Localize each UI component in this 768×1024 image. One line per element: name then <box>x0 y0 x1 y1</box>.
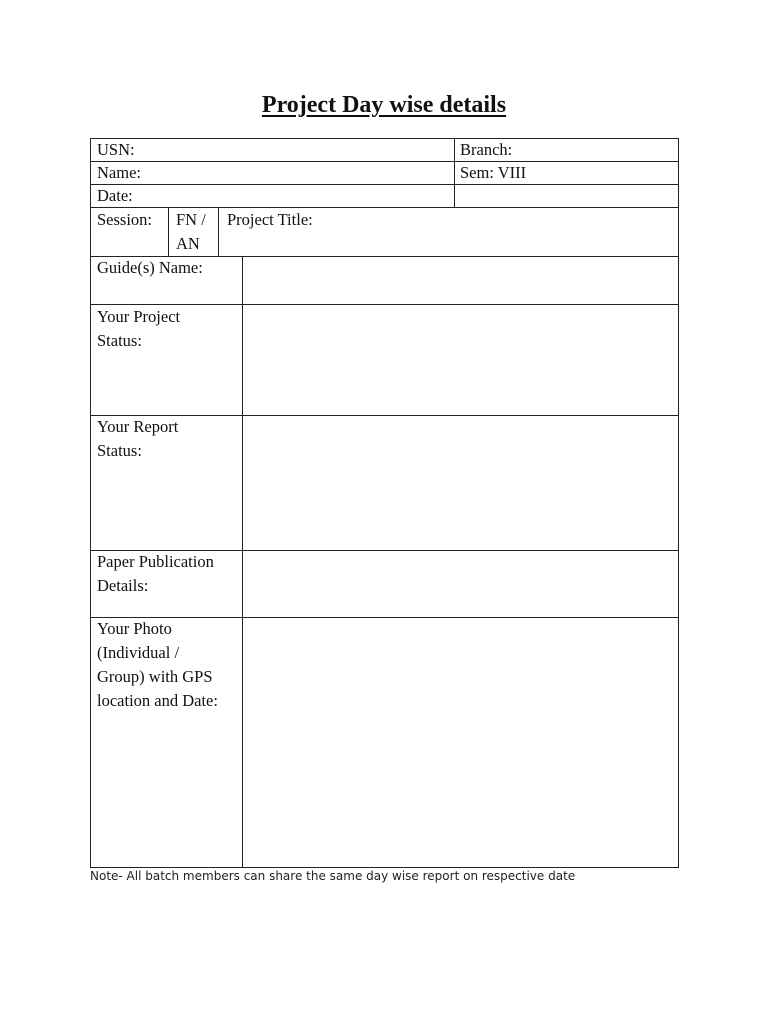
name-label: Name: <box>97 163 141 182</box>
paper-publication-value[interactable] <box>250 551 670 615</box>
paper-publication-label: Paper Publication Details: <box>97 552 214 595</box>
project-title-value[interactable] <box>330 208 670 254</box>
guide-name-label: Guide(s) Name: <box>97 258 203 277</box>
date-value[interactable] <box>145 184 450 207</box>
table-border-right <box>678 138 679 868</box>
column-divider <box>454 138 455 208</box>
date-label: Date: <box>97 186 133 205</box>
photo-value[interactable] <box>250 618 670 864</box>
usn-label: USN: <box>97 140 135 159</box>
table-border-bottom <box>90 867 679 868</box>
day-wise-form <box>90 138 679 868</box>
project-title-label: Project Title: <box>227 210 313 229</box>
table-border-left <box>90 138 91 868</box>
branch-value[interactable] <box>520 138 670 161</box>
project-status-value[interactable] <box>250 305 670 413</box>
session-label: Session: <box>97 210 153 229</box>
report-status-label: Your Report Status: <box>97 417 179 460</box>
branch-label: Branch: <box>460 140 513 159</box>
usn-value[interactable] <box>140 138 450 161</box>
report-status-value[interactable] <box>250 416 670 548</box>
column-divider <box>242 256 243 868</box>
column-divider <box>218 207 219 257</box>
project-status-label: Your Project Status: <box>97 307 181 350</box>
footer-note: Note- All batch members can share the same day wise report on respective date <box>90 869 576 883</box>
fn-an-label: FN / AN <box>176 210 206 253</box>
guide-name-value[interactable] <box>250 257 670 303</box>
sem-label: Sem: VIII <box>460 163 527 182</box>
page-title: Project Day wise details <box>261 92 507 118</box>
photo-label: Your Photo (Individual / Group) with GPS location and Date: <box>97 619 218 710</box>
name-value[interactable] <box>150 161 450 184</box>
column-divider <box>168 207 169 257</box>
